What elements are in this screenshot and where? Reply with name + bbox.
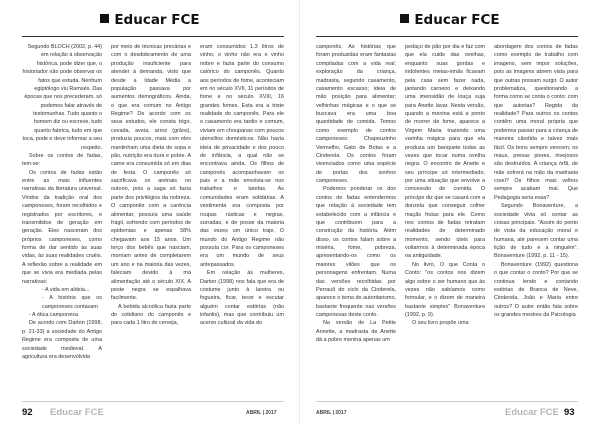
paragraph: Segundo Bonaventure, a sociedade vivia só contar as coisas principais. "Assim do ponto de vista da educação moral e humana, até parecem contar uma lição de tudo e a ninguém". Bonaventure (1992, p. 11 - 15). (494, 203, 578, 260)
paragraph: O seu livro propõe uma (412, 320, 469, 327)
paragraph: - A vida em aldeia... (42, 286, 90, 293)
paragraph: No livro, O que Conta o Conto: "os contos nos dizem algo sobre o ser humano que às vezes não sabíamos como formular, e o dizem de maneira bastante simples" Bonaventure (1992, p. 9). (405, 261, 485, 318)
header-title (0, 11, 300, 29)
right-page-footer (300, 398, 600, 424)
footer-rule (316, 401, 578, 402)
page-number: 93 (564, 407, 575, 418)
text-column-1 (22, 43, 102, 393)
right-page (300, 0, 600, 424)
paragraph: Sobre os contos de fadas, tem-se: (22, 152, 102, 168)
footer-rule (22, 401, 284, 402)
paragraph: Segundo BLOCH (2002, p. 44) em relação à observação histórica, pode dizer que, o historiador não pode observar os fatos que estuda. Nenhum egiptólogo viu Ramsés. Das épocas que nos precederam, só podemos falar através de testemunhas. Tudo quanto o homem diz ou escreve, tudo quanto fabrica, tudo em que toca, pode e deve informar a seu respeito. (22, 44, 102, 151)
paragraph: eram consumidos 1.3 litros de vinho, o vinho não era o vinho nobre e fazia parte do consumo calórico do camponês. Quanto aos períodos de fome, aconteciam em no século XVII, 11 períodos de fome e no século XVIII, 16 grandes fomes. Esta era a triste realidade do camponês. Para ele o casamento era tardio e comum, viviam em choupanas com poucos utensílios domésticos. Não havia ideia de privacidade e dos pouco de infância, a qual não se encontrava ainda. Os filhos de camponês acompanhavam os pais e a mãe envolvia-se nos trabalhos e tarefas. As comunidades eram solidárias. A vestimenta era composta por roupas rústicas e negras, surradas, e de posse da maioria das vezes um único traje. O mundo do Antigo Regime não possuía cor. Para os camponeses era um mundo de seus antepassados. (200, 44, 284, 268)
paragraph: camponês. As histórias que foram produzidas eram fantasias compiladas com a vida real; exploração da criança, madrasta, segundo casamento, casamento escasso; ideia de mão posição para alimentar; velhinhas mágicas e o que se buscava era uma boa quantidade de comida. Temos como exemplo de contos camponeses: Chapeuzinho Vermelho, Gato de Botas e a Cinderela. Os contos foram vivenciados como uma espécie de portas dos sonhos camponeses. (316, 44, 396, 184)
paragraph: Bonaventure (1992) questiona o que contar o conto? Por que se continua lendo e contando estórias de Branca de Neve, Cinderela, João e Maria entre outros? O autor então fala sobre os grandes mestres da Psicologia (494, 261, 578, 318)
right-page-header (300, 11, 600, 33)
paragraph: Podemos ponderar os dos contos de fadas entendermos que relação à sociedade tem estabelecido com a infância e que contribuem para a construção da história. Além disso, os contos falam sobre a miséria, fome, pobreza, apresentando-os como os maiores vilões que os personagens enfrentam. Numa das versões recolhidas por Perrault do ciclo da Cinderela, aparece o tema do autoritarismo, bastante frequente nas versões camponesas deste conto. (316, 186, 396, 318)
header-title (300, 11, 600, 29)
paragraph: Em relação às mulheres, Darton (1998) nos fala que era de costume junto à lareira ou fogueira, ficar, tecer e escutar alguém contar estórias (não infantis), mas que contribuiu um acervo cultural da vida do (200, 270, 284, 327)
text-column-3 (494, 43, 578, 393)
paragraph: por meio de técnicas precárias e com o desdobramento de uma produção insuficiente para atender à demanda, visto que desde a Idade Média a população passava por aumentos demográficos. Ainda, o que era comum no Antigo Regime? De acordo com os seus estudos, ele consta trigo, cevada, aveia, arroz (grãos), produzia poucos, mais com eles mantinham uma dieta de sopa e pão, nutrição era dura e pobre. A carne era consumida só em dias de festa. O camponês só sacrificava os animais no outono, pois a saga só fazia parte dos privilégios da nobreza. O camponês com a carência alimentar, possuía uma saúde frágil, sofrendo com períodos de epidemias e apenas 58% chegavam aos 15 anos. Um terço dos bebês que nasciam, morriam antes de completarem um ano e na maioria das vezes, faleciam devido à má alimentação até o século XIX. A peste negra se espalhava facilmente. (111, 44, 191, 302)
footer-brand: Educar FCE (505, 407, 559, 418)
paragraph: Na versão de La Petite Annette, a madrasta de Anette dá a pobre menina apenas um (316, 320, 396, 344)
text-column-1 (316, 43, 396, 393)
text-column-2 (111, 43, 191, 393)
left-page-footer (0, 398, 300, 424)
paragraph: De acordo com Darton (1998, p. 21-33) a sociedade do Antigo Regime era composta de uma sociedade medieval. A agricultura era desenvolvida (22, 320, 102, 360)
footer-date: ABRIL | 2017 (246, 410, 277, 416)
paragraph: pedaço de pão por dia e faz com que ela cuide das ovelhas, enquanto suas gordas e indolentes meias-irmãs ficavam pela casa sem fazer nada, jantando carneiro e deixando uma imensidão de louça suja para Anette lavar. Nesta versão, quando a menina está a ponto de morrer de fome, aparece a Virgem Maria trazendo uma varinha mágica para que ela produza um banquete todas as vezes que tocar numa ovelha negra. O encontro de Anette e seu príncipe só intermediado, por uma situação que envolve a concessão de comida. O príncipe diz que se casará com a donzela que conseguir colher maçãs frutas para ele. Como nos contos de fadas retratam realidades de determinado momento, sendo úteis para voltarmos à determinada época na antiguidade. (405, 44, 485, 260)
square-bullet-icon (100, 14, 109, 23)
paragraph: - A ótica camponesa (29, 312, 78, 318)
text-column-3 (200, 43, 284, 393)
paragraph: - A história que os camponeses contavam (42, 295, 102, 310)
header-rule (316, 36, 578, 37)
paragraph: abordagem dos contos de fadas como exemplo de trabalho com imagens, sem impor soluções, pois as imagens abrem vista para que outras possam surgir. O autor problematiza, questionando a forma como se conta o conto: com que autorias? Regida da realidade? Para outros os contos contêm uma moral própria que podemos passar para a criança de maneira cândida e talvez mais fácil. Os bons sempre vencem; os maus, presas piores, invejosos são destruídos. A criança órfã, de mãe sofrerá na mão da madrasta cruel? Os filhos mais velhos sempre acabam mal. Que Pedagogia seria essa? (494, 44, 578, 201)
paragraph: A bebida alcoólica fazia parte do cotidiano do camponês e para cada 1 litro de cerveja, (111, 303, 191, 327)
paragraph: Os contos de fadas estão entre as mais influentes narrativas da literatura universal. Vindos da tradição oral dos camponeses, foram recolhidos e registrados por escritores, e transmitidos de geração em geração. Eles nasceram dos próprios camponeses, como forma de dar sentido às suas vidas, às suas realidades cruéis. A reflexão sobre a realidade em que se vivia era mediada pelas narrativas: (22, 169, 102, 285)
text-column-2 (405, 43, 485, 393)
header-title-text: Educar FCE (414, 12, 500, 28)
header-title-text: Educar FCE (114, 12, 200, 28)
left-page-header (0, 11, 300, 33)
square-bullet-icon (400, 14, 409, 23)
header-rule (22, 36, 284, 37)
footer-brand: Educar FCE (50, 407, 104, 418)
page-number: 92 (22, 407, 33, 418)
footer-date: ABRIL | 2017 (316, 410, 347, 416)
